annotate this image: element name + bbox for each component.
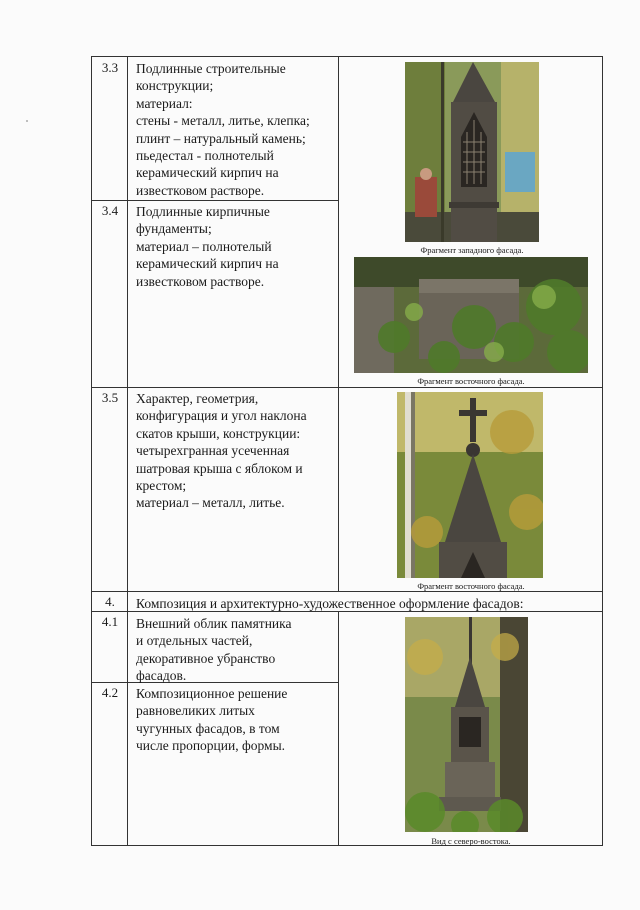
row-description: Подлинные кирпичные фундаменты; материал – полнотелый керамический кирпич на известковом растворе.	[136, 204, 279, 289]
row-divider-3-4	[92, 387, 602, 388]
col-divider-num	[127, 57, 128, 845]
row-description: Композиционное решение равновеликих литых чугунных фасадов, в том числе пропорции, формы.	[136, 686, 288, 754]
col-divider-photo-bottom	[338, 611, 339, 846]
row-divider-3-3	[92, 200, 339, 201]
photo-caption: Фрагмент восточного фасада.	[417, 376, 525, 386]
photo-caption: Фрагмент восточного фасада.	[417, 581, 525, 591]
row-number: 4.1	[101, 614, 119, 629]
row-description: Подлинные строительные конструкции; материал: стены - металл, литье, клепка; плинт – натуральный камень; пьедестал - полнотелый керамический кирпич на известковом растворе.	[136, 61, 310, 198]
row-number: 3.4	[101, 203, 119, 218]
row-description: Внешний облик памятника и отдельных частей, декоративное убранство фасадов.	[136, 616, 292, 684]
photo-caption: Вид с северо-востока.	[431, 836, 511, 846]
row-divider-3-5	[92, 591, 602, 592]
row-description: Характер, геометрия, конфигурация и угол наклона скатов крыши, конструкции: четырехгранная усеченная шатровая крыша с яблоком и крестом; материал – металл, литье.	[136, 391, 307, 511]
scan-speck	[26, 120, 28, 122]
heritage-table	[91, 56, 603, 846]
photo-west-facade	[405, 62, 539, 242]
section-heading: Композиция и архитектурно-художественное оформление фасадов:	[136, 596, 524, 611]
row-number: 4.	[105, 594, 115, 609]
col-divider-photo-top	[338, 57, 339, 591]
row-number: 3.5	[101, 390, 119, 405]
photo-east-facade-base	[354, 257, 588, 373]
photo-east-facade-spire	[397, 392, 543, 578]
photo-caption: Фрагмент западного фасада.	[420, 245, 524, 255]
row-number: 4.2	[101, 685, 119, 700]
photo-northeast-view	[405, 617, 528, 832]
row-number: 3.3	[101, 60, 119, 75]
